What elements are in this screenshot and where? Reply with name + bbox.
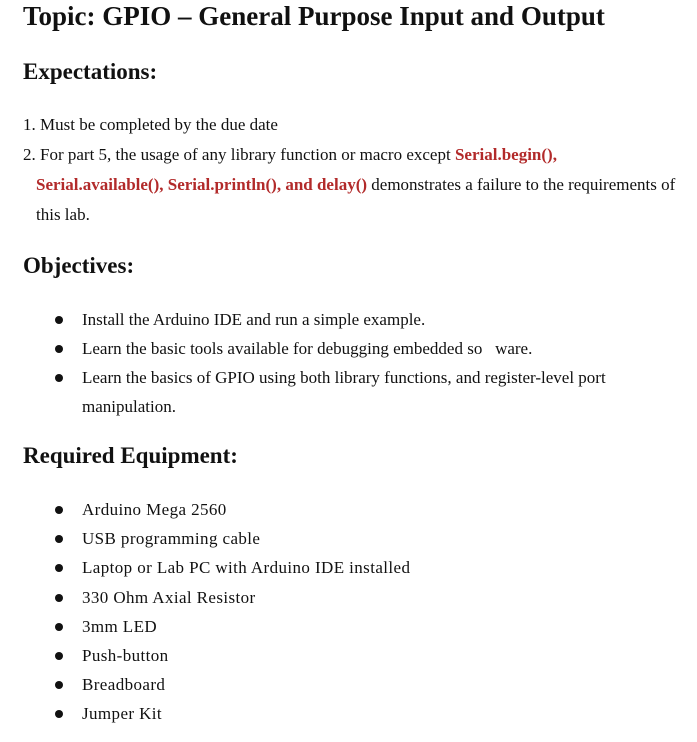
bullet-icon	[55, 594, 63, 602]
list-item	[55, 495, 655, 524]
bullet-icon	[55, 316, 63, 324]
list-item-text: 330 Ohm Axial Resistor	[82, 587, 256, 607]
list-item	[55, 699, 655, 728]
list-item-text: Push-button	[82, 646, 169, 666]
item-number: 1.	[23, 115, 36, 134]
list-item	[55, 583, 655, 612]
item-text: Must be completed by the due date	[40, 115, 278, 134]
expectation-item	[23, 140, 683, 230]
bullet-icon	[55, 506, 63, 514]
bullet-icon	[55, 374, 63, 382]
objectives-heading: Objectives:	[23, 253, 135, 278]
bullet-icon	[55, 652, 63, 660]
list-item-text: Learn the basics of GPIO using both library functions, and register-level port manipulation.	[82, 368, 606, 416]
list-item	[55, 334, 697, 363]
item-text: demonstrates a failure to the requirements of this lab.	[36, 175, 676, 224]
list-item	[55, 641, 655, 670]
list-item-text: USB programming cable	[82, 529, 261, 549]
list-item	[55, 524, 655, 553]
list-item	[55, 670, 655, 699]
list-item	[55, 363, 697, 421]
equipment-heading: Required Equipment:	[23, 443, 238, 468]
expectations-list	[23, 110, 683, 230]
list-item-text: Learn the basic tools available for debugging embedded so ware.	[82, 339, 533, 358]
list-item-text: Jumper Kit	[82, 704, 163, 724]
page-title: Topic: GPIO – General Purpose Input and Output	[23, 1, 605, 31]
expectations-heading: Expectations:	[23, 59, 158, 84]
bullet-icon	[55, 564, 63, 572]
bullet-icon	[55, 345, 63, 353]
list-item-text: 3mm LED	[82, 616, 158, 636]
bullet-icon	[55, 710, 63, 718]
list-item-text: Arduino Mega 2560	[82, 500, 227, 519]
list-item	[55, 612, 655, 641]
bullet-icon	[55, 623, 63, 631]
item-text: For part 5, the usage of any library function or macro except	[40, 145, 455, 164]
bullet-icon	[55, 681, 63, 689]
objectives-list	[55, 305, 697, 421]
equipment-list	[55, 495, 655, 729]
list-item	[55, 553, 655, 582]
expectation-item	[23, 110, 683, 140]
list-item-text: Laptop or Lab PC with Arduino IDE installed	[82, 558, 411, 578]
list-item	[55, 305, 697, 334]
list-item-text: Breadboard	[82, 675, 166, 695]
item-number: 2.	[23, 145, 36, 164]
allowed-functions-highlight: Serial.begin(), Serial.available(), Serial.println(), and delay()	[36, 145, 557, 194]
bullet-icon	[55, 535, 63, 543]
list-item-text: Install the Arduino IDE and run a simple example.	[82, 310, 426, 329]
